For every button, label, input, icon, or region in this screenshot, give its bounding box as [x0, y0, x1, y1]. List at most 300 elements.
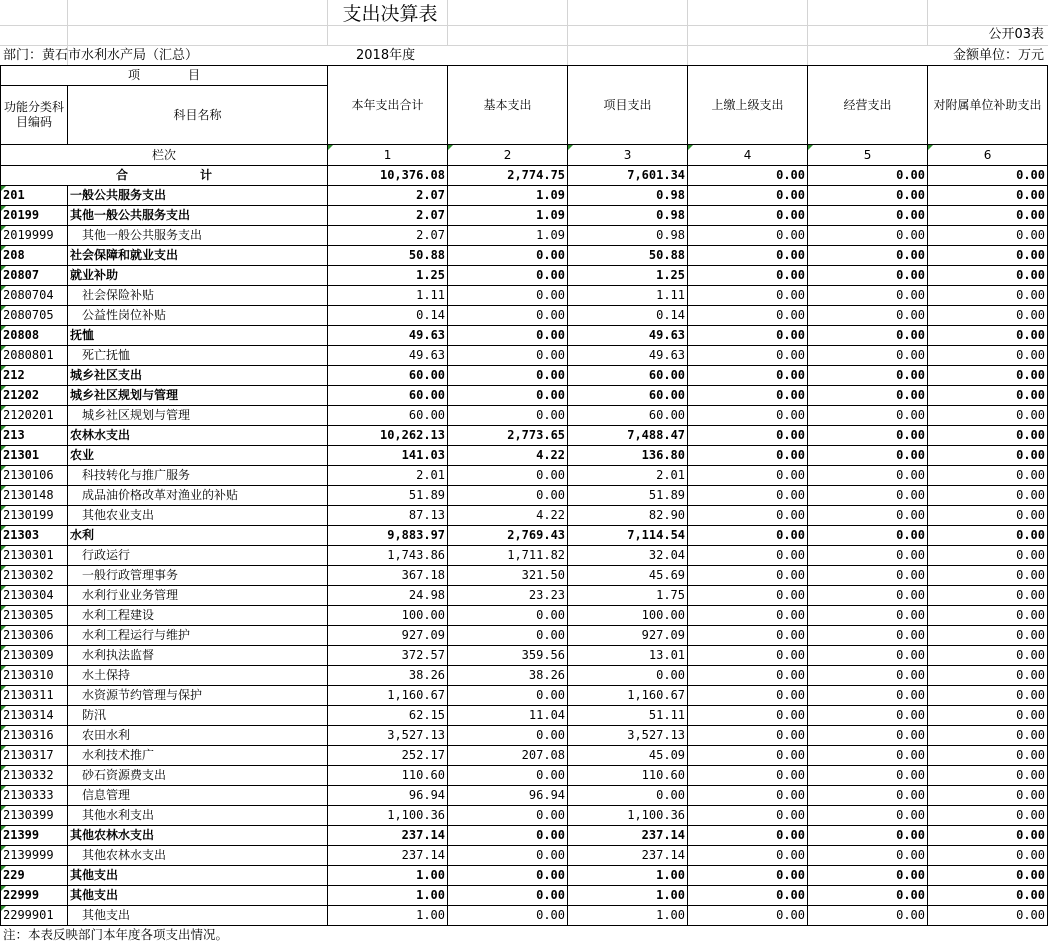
row-value: 0.00: [808, 206, 928, 226]
row-value: 927.09: [328, 626, 448, 646]
row-value: 0.00: [928, 486, 1048, 506]
row-value: 1.00: [328, 866, 448, 886]
row-value: 0.00: [688, 766, 808, 786]
row-value: 0.00: [688, 666, 808, 686]
row-value: 0.00: [448, 686, 568, 706]
row-name: 水利工程建设: [68, 606, 328, 626]
row-value: 0.00: [808, 686, 928, 706]
row-name: 其他一般公共服务支出: [68, 226, 328, 246]
row-code: 212: [1, 366, 68, 386]
row-value: 0.00: [928, 466, 1048, 486]
row-value: 49.63: [328, 346, 448, 366]
row-value: 0.00: [928, 546, 1048, 566]
row-value: 0.00: [808, 606, 928, 626]
table-row: [1, 526, 1048, 546]
row-code: 21399: [1, 826, 68, 846]
row-value: 0.00: [448, 606, 568, 626]
row-value: 11.04: [448, 706, 568, 726]
row-value: 50.88: [328, 246, 448, 266]
amount-unit: 金额单位：万元: [952, 48, 1044, 63]
row-value: 0.00: [448, 766, 568, 786]
row-code: 201: [1, 186, 68, 206]
row-value: 0.00: [928, 826, 1048, 846]
department-label: 部门：黄石市水利水产局（汇总）: [3, 48, 199, 63]
row-value: 60.00: [568, 386, 688, 406]
table-row: [1, 846, 1048, 866]
row-value: 0.00: [448, 626, 568, 646]
row-value: 0.00: [808, 326, 928, 346]
row-value: 0.00: [688, 686, 808, 706]
row-value: 0.00: [808, 826, 928, 846]
row-value: 110.60: [328, 766, 448, 786]
row-name: 水利: [68, 526, 328, 546]
row-value: 0.00: [928, 586, 1048, 606]
row-code: 2130301: [1, 546, 68, 566]
row-value: 0.00: [928, 686, 1048, 706]
row-value: 0.00: [688, 266, 808, 286]
row-value: 45.09: [568, 746, 688, 766]
row-value: 0.00: [448, 346, 568, 366]
row-value: 0.14: [568, 306, 688, 326]
row-value: 0.00: [448, 266, 568, 286]
row-value: 141.03: [328, 446, 448, 466]
row-value: 32.04: [568, 546, 688, 566]
row-value: 0.00: [688, 826, 808, 846]
row-name: 就业补助: [68, 266, 328, 286]
row-value: 1.09: [448, 226, 568, 246]
header-col-subsidy: 对附属单位补助支出: [928, 66, 1048, 145]
row-code: 2080705: [1, 306, 68, 326]
header-col-basic: 基本支出: [448, 66, 568, 145]
row-value: 2.07: [328, 206, 448, 226]
table-row: [1, 386, 1048, 406]
gridline: [927, 0, 928, 46]
row-code: 20807: [1, 266, 68, 286]
row-code: 2080801: [1, 346, 68, 366]
row-value: 23.23: [448, 586, 568, 606]
row-value: 60.00: [568, 366, 688, 386]
row-value: 0.00: [688, 346, 808, 366]
row-code: 2130148: [1, 486, 68, 506]
table-row: [1, 806, 1048, 826]
row-value: 0.00: [928, 186, 1048, 206]
row-value: 0.00: [928, 346, 1048, 366]
row-value: 237.14: [328, 846, 448, 866]
row-value: 2,769.43: [448, 526, 568, 546]
row-value: 0.00: [928, 406, 1048, 426]
row-value: 0.00: [688, 546, 808, 566]
row-value: 0.00: [448, 826, 568, 846]
row-value: 0.00: [928, 306, 1048, 326]
gridline: [807, 0, 808, 65]
row-value: 0.00: [688, 906, 808, 926]
row-value: 0.00: [808, 226, 928, 246]
table-row: [1, 326, 1048, 346]
row-value: 0.00: [808, 646, 928, 666]
row-value: 0.00: [448, 726, 568, 746]
row-value: 0.00: [808, 786, 928, 806]
row-code: 2299901: [1, 906, 68, 926]
row-value: 0.00: [688, 646, 808, 666]
row-value: 0.00: [448, 886, 568, 906]
row-value: 110.60: [568, 766, 688, 786]
row-name: 信息管理: [68, 786, 328, 806]
row-value: 0.00: [928, 566, 1048, 586]
row-value: 1,743.86: [328, 546, 448, 566]
row-value: 0.00: [928, 246, 1048, 266]
row-name: 其他支出: [68, 866, 328, 886]
row-value: 0.00: [808, 766, 928, 786]
row-value: 927.09: [568, 626, 688, 646]
row-value: 0.00: [448, 806, 568, 826]
row-value: 0.00: [688, 786, 808, 806]
row-value: 0.00: [928, 366, 1048, 386]
total-value: 0.00: [928, 166, 1048, 186]
row-value: 0.00: [808, 706, 928, 726]
row-value: 0.00: [808, 626, 928, 646]
row-value: 0.00: [928, 266, 1048, 286]
row-value: 0.00: [808, 746, 928, 766]
row-value: 0.00: [688, 746, 808, 766]
row-value: 0.00: [808, 246, 928, 266]
row-name: 其他农林水支出: [68, 826, 328, 846]
row-name: 其他农林水支出: [68, 846, 328, 866]
header-col-project: 项目支出: [568, 66, 688, 145]
row-value: 1.75: [568, 586, 688, 606]
row-name: 社会保险补贴: [68, 286, 328, 306]
row-value: 0.00: [688, 566, 808, 586]
table-row: [1, 866, 1048, 886]
row-code: 2130333: [1, 786, 68, 806]
expenditure-table: [0, 65, 1048, 926]
row-value: 24.98: [328, 586, 448, 606]
total-label: 合 计: [1, 166, 328, 186]
row-value: 2.01: [568, 466, 688, 486]
row-code: 2130310: [1, 666, 68, 686]
row-value: 372.57: [328, 646, 448, 666]
row-value: 1,711.82: [448, 546, 568, 566]
row-name: 水利技术推广: [68, 746, 328, 766]
row-value: 100.00: [328, 606, 448, 626]
table-row: [1, 446, 1048, 466]
table-row: [1, 786, 1048, 806]
row-value: 1.00: [568, 886, 688, 906]
row-value: 38.26: [328, 666, 448, 686]
row-value: 0.00: [448, 366, 568, 386]
row-value: 0.00: [808, 466, 928, 486]
row-value: 96.94: [448, 786, 568, 806]
total-row: [1, 166, 1048, 186]
row-name: 一般行政管理事务: [68, 566, 328, 586]
row-name: 农业: [68, 446, 328, 466]
row-value: 13.01: [568, 646, 688, 666]
row-value: 367.18: [328, 566, 448, 586]
row-value: 82.90: [568, 506, 688, 526]
row-value: 1.25: [568, 266, 688, 286]
row-value: 1.00: [328, 906, 448, 926]
row-name: 水利执法监督: [68, 646, 328, 666]
row-name: 一般公共服务支出: [68, 186, 328, 206]
row-value: 51.89: [328, 486, 448, 506]
row-code: 213: [1, 426, 68, 446]
table-row: [1, 486, 1048, 506]
row-code: 2130199: [1, 506, 68, 526]
row-value: 136.80: [568, 446, 688, 466]
row-value: 0.00: [688, 526, 808, 546]
table-row: [1, 646, 1048, 666]
row-code: 2130317: [1, 746, 68, 766]
row-value: 60.00: [328, 406, 448, 426]
index-cell: 6: [928, 145, 1048, 166]
row-value: 0.98: [568, 226, 688, 246]
table-row: [1, 206, 1048, 226]
row-value: 237.14: [568, 826, 688, 846]
row-name: 科技转化与推广服务: [68, 466, 328, 486]
row-value: 0.00: [448, 846, 568, 866]
row-value: 0.00: [928, 286, 1048, 306]
row-name: 农林水支出: [68, 426, 328, 446]
row-value: 4.22: [448, 506, 568, 526]
table-row: [1, 346, 1048, 366]
row-value: 0.00: [448, 466, 568, 486]
row-value: 7,114.54: [568, 526, 688, 546]
row-name: 砂石资源费支出: [68, 766, 328, 786]
row-value: 0.00: [808, 726, 928, 746]
index-cell: 1: [328, 145, 448, 166]
row-value: 0.00: [688, 626, 808, 646]
row-value: 0.00: [808, 846, 928, 866]
header-col-operating: 经营支出: [808, 66, 928, 145]
row-value: 1,160.67: [328, 686, 448, 706]
row-value: 49.63: [568, 326, 688, 346]
footnote: 注：本表反映部门本年度各项支出情况。: [3, 927, 229, 942]
row-name: 防汛: [68, 706, 328, 726]
row-code: 2130314: [1, 706, 68, 726]
row-value: 0.00: [448, 866, 568, 886]
table-row: [1, 606, 1048, 626]
row-code: 2139999: [1, 846, 68, 866]
total-value: 2,774.75: [448, 166, 568, 186]
row-value: 60.00: [328, 366, 448, 386]
row-value: 50.88: [568, 246, 688, 266]
row-code: 2120201: [1, 406, 68, 426]
row-code: 20199: [1, 206, 68, 226]
row-value: 0.00: [808, 286, 928, 306]
row-value: 0.00: [928, 766, 1048, 786]
row-value: 49.63: [328, 326, 448, 346]
row-value: 87.13: [328, 506, 448, 526]
table-row: [1, 186, 1048, 206]
row-code: 21301: [1, 446, 68, 466]
row-value: 0.00: [568, 786, 688, 806]
row-value: 0.00: [688, 246, 808, 266]
row-value: 1.00: [568, 866, 688, 886]
row-value: 0.00: [928, 446, 1048, 466]
row-value: 0.00: [688, 606, 808, 626]
row-value: 0.00: [688, 486, 808, 506]
row-value: 0.00: [808, 586, 928, 606]
row-code: 20808: [1, 326, 68, 346]
row-value: 0.00: [928, 726, 1048, 746]
total-value: 0.00: [808, 166, 928, 186]
row-name: 水利行业业务管理: [68, 586, 328, 606]
table-row: [1, 886, 1048, 906]
row-value: 0.00: [808, 486, 928, 506]
row-value: 49.63: [568, 346, 688, 366]
row-value: 60.00: [568, 406, 688, 426]
row-value: 100.00: [568, 606, 688, 626]
row-value: 0.00: [928, 906, 1048, 926]
report-title: 支出决算表: [342, 3, 438, 25]
row-value: 0.00: [448, 386, 568, 406]
row-code: 2130304: [1, 586, 68, 606]
row-code: 2130302: [1, 566, 68, 586]
row-value: 321.50: [448, 566, 568, 586]
index-cell: 2: [448, 145, 568, 166]
row-code: 2130316: [1, 726, 68, 746]
row-code: 2080704: [1, 286, 68, 306]
row-value: 0.00: [688, 206, 808, 226]
row-value: 0.00: [448, 246, 568, 266]
row-value: 0.00: [688, 366, 808, 386]
row-value: 1,160.67: [568, 686, 688, 706]
row-value: 0.00: [688, 186, 808, 206]
table-row: [1, 406, 1048, 426]
row-value: 0.00: [808, 886, 928, 906]
row-value: 0.00: [688, 726, 808, 746]
table-row: [1, 766, 1048, 786]
table-row: [1, 506, 1048, 526]
row-value: 0.00: [808, 186, 928, 206]
row-value: 0.00: [808, 426, 928, 446]
row-value: 237.14: [328, 826, 448, 846]
row-value: 7,488.47: [568, 426, 688, 446]
row-value: 3,527.13: [568, 726, 688, 746]
row-value: 0.00: [928, 646, 1048, 666]
row-code: 2130305: [1, 606, 68, 626]
row-value: 237.14: [568, 846, 688, 866]
table-row: [1, 566, 1048, 586]
row-name: 水资源节约管理与保护: [68, 686, 328, 706]
index-cell: 5: [808, 145, 928, 166]
row-value: 0.00: [928, 846, 1048, 866]
row-code: 2019999: [1, 226, 68, 246]
table-row: [1, 226, 1048, 246]
row-value: 0.00: [928, 506, 1048, 526]
row-value: 0.00: [928, 606, 1048, 626]
row-value: 1,100.36: [328, 806, 448, 826]
row-value: 0.00: [928, 746, 1048, 766]
table-row: [1, 726, 1048, 746]
table-row: [1, 546, 1048, 566]
row-value: 0.00: [808, 906, 928, 926]
header-subject: 项 目: [1, 66, 328, 86]
table-row: [1, 746, 1048, 766]
total-value: 7,601.34: [568, 166, 688, 186]
row-value: 3,527.13: [328, 726, 448, 746]
row-value: 0.00: [808, 866, 928, 886]
row-code: 2130332: [1, 766, 68, 786]
row-value: 0.00: [808, 666, 928, 686]
row-value: 0.00: [808, 346, 928, 366]
row-name: 抚恤: [68, 326, 328, 346]
row-value: 2,773.65: [448, 426, 568, 446]
row-value: 0.00: [688, 306, 808, 326]
row-value: 0.00: [688, 806, 808, 826]
row-value: 60.00: [328, 386, 448, 406]
row-value: 1.11: [328, 286, 448, 306]
table-row: [1, 686, 1048, 706]
row-value: 1.25: [328, 266, 448, 286]
row-value: 252.17: [328, 746, 448, 766]
row-value: 2.01: [328, 466, 448, 486]
row-value: 207.08: [448, 746, 568, 766]
header-col-total: 本年支出合计: [328, 66, 448, 145]
row-value: 0.00: [928, 426, 1048, 446]
row-value: 1,100.36: [568, 806, 688, 826]
index-row-label: 栏次: [1, 145, 328, 166]
row-value: 0.00: [808, 266, 928, 286]
row-name: 死亡抚恤: [68, 346, 328, 366]
row-code: 2130106: [1, 466, 68, 486]
row-value: 0.00: [688, 466, 808, 486]
row-value: 0.00: [928, 526, 1048, 546]
row-value: 0.00: [688, 226, 808, 246]
table-row: [1, 826, 1048, 846]
row-value: 0.00: [928, 626, 1048, 646]
row-value: 0.00: [568, 666, 688, 686]
row-name: 城乡社区规划与管理: [68, 406, 328, 426]
row-code: 21303: [1, 526, 68, 546]
table-row: [1, 626, 1048, 646]
row-value: 0.00: [928, 206, 1048, 226]
form-number: 公开03表: [988, 27, 1044, 42]
row-value: 0.00: [688, 406, 808, 426]
row-name: 成品油价格改革对渔业的补贴: [68, 486, 328, 506]
row-value: 62.15: [328, 706, 448, 726]
row-value: 0.00: [688, 706, 808, 726]
index-cell: 4: [688, 145, 808, 166]
row-value: 0.00: [448, 306, 568, 326]
table-row: [1, 366, 1048, 386]
row-name: 城乡社区规划与管理: [68, 386, 328, 406]
row-name: 其他支出: [68, 886, 328, 906]
row-value: 0.00: [448, 326, 568, 346]
row-value: 0.00: [808, 526, 928, 546]
total-value: 0.00: [688, 166, 808, 186]
row-code: 208: [1, 246, 68, 266]
row-value: 0.00: [808, 546, 928, 566]
row-value: 1.09: [448, 186, 568, 206]
row-value: 0.00: [808, 806, 928, 826]
table-row: [1, 906, 1048, 926]
row-code: 2130399: [1, 806, 68, 826]
row-value: 9,883.97: [328, 526, 448, 546]
row-value: 0.00: [448, 906, 568, 926]
row-value: 0.00: [688, 386, 808, 406]
row-code: 2130309: [1, 646, 68, 666]
row-value: 2.07: [328, 226, 448, 246]
row-value: 0.00: [928, 786, 1048, 806]
row-value: 0.98: [568, 186, 688, 206]
table-row: [1, 246, 1048, 266]
row-value: 0.00: [928, 706, 1048, 726]
row-value: 0.00: [808, 386, 928, 406]
row-value: 1.09: [448, 206, 568, 226]
row-code: 229: [1, 866, 68, 886]
row-value: 359.56: [448, 646, 568, 666]
row-value: 0.00: [688, 586, 808, 606]
